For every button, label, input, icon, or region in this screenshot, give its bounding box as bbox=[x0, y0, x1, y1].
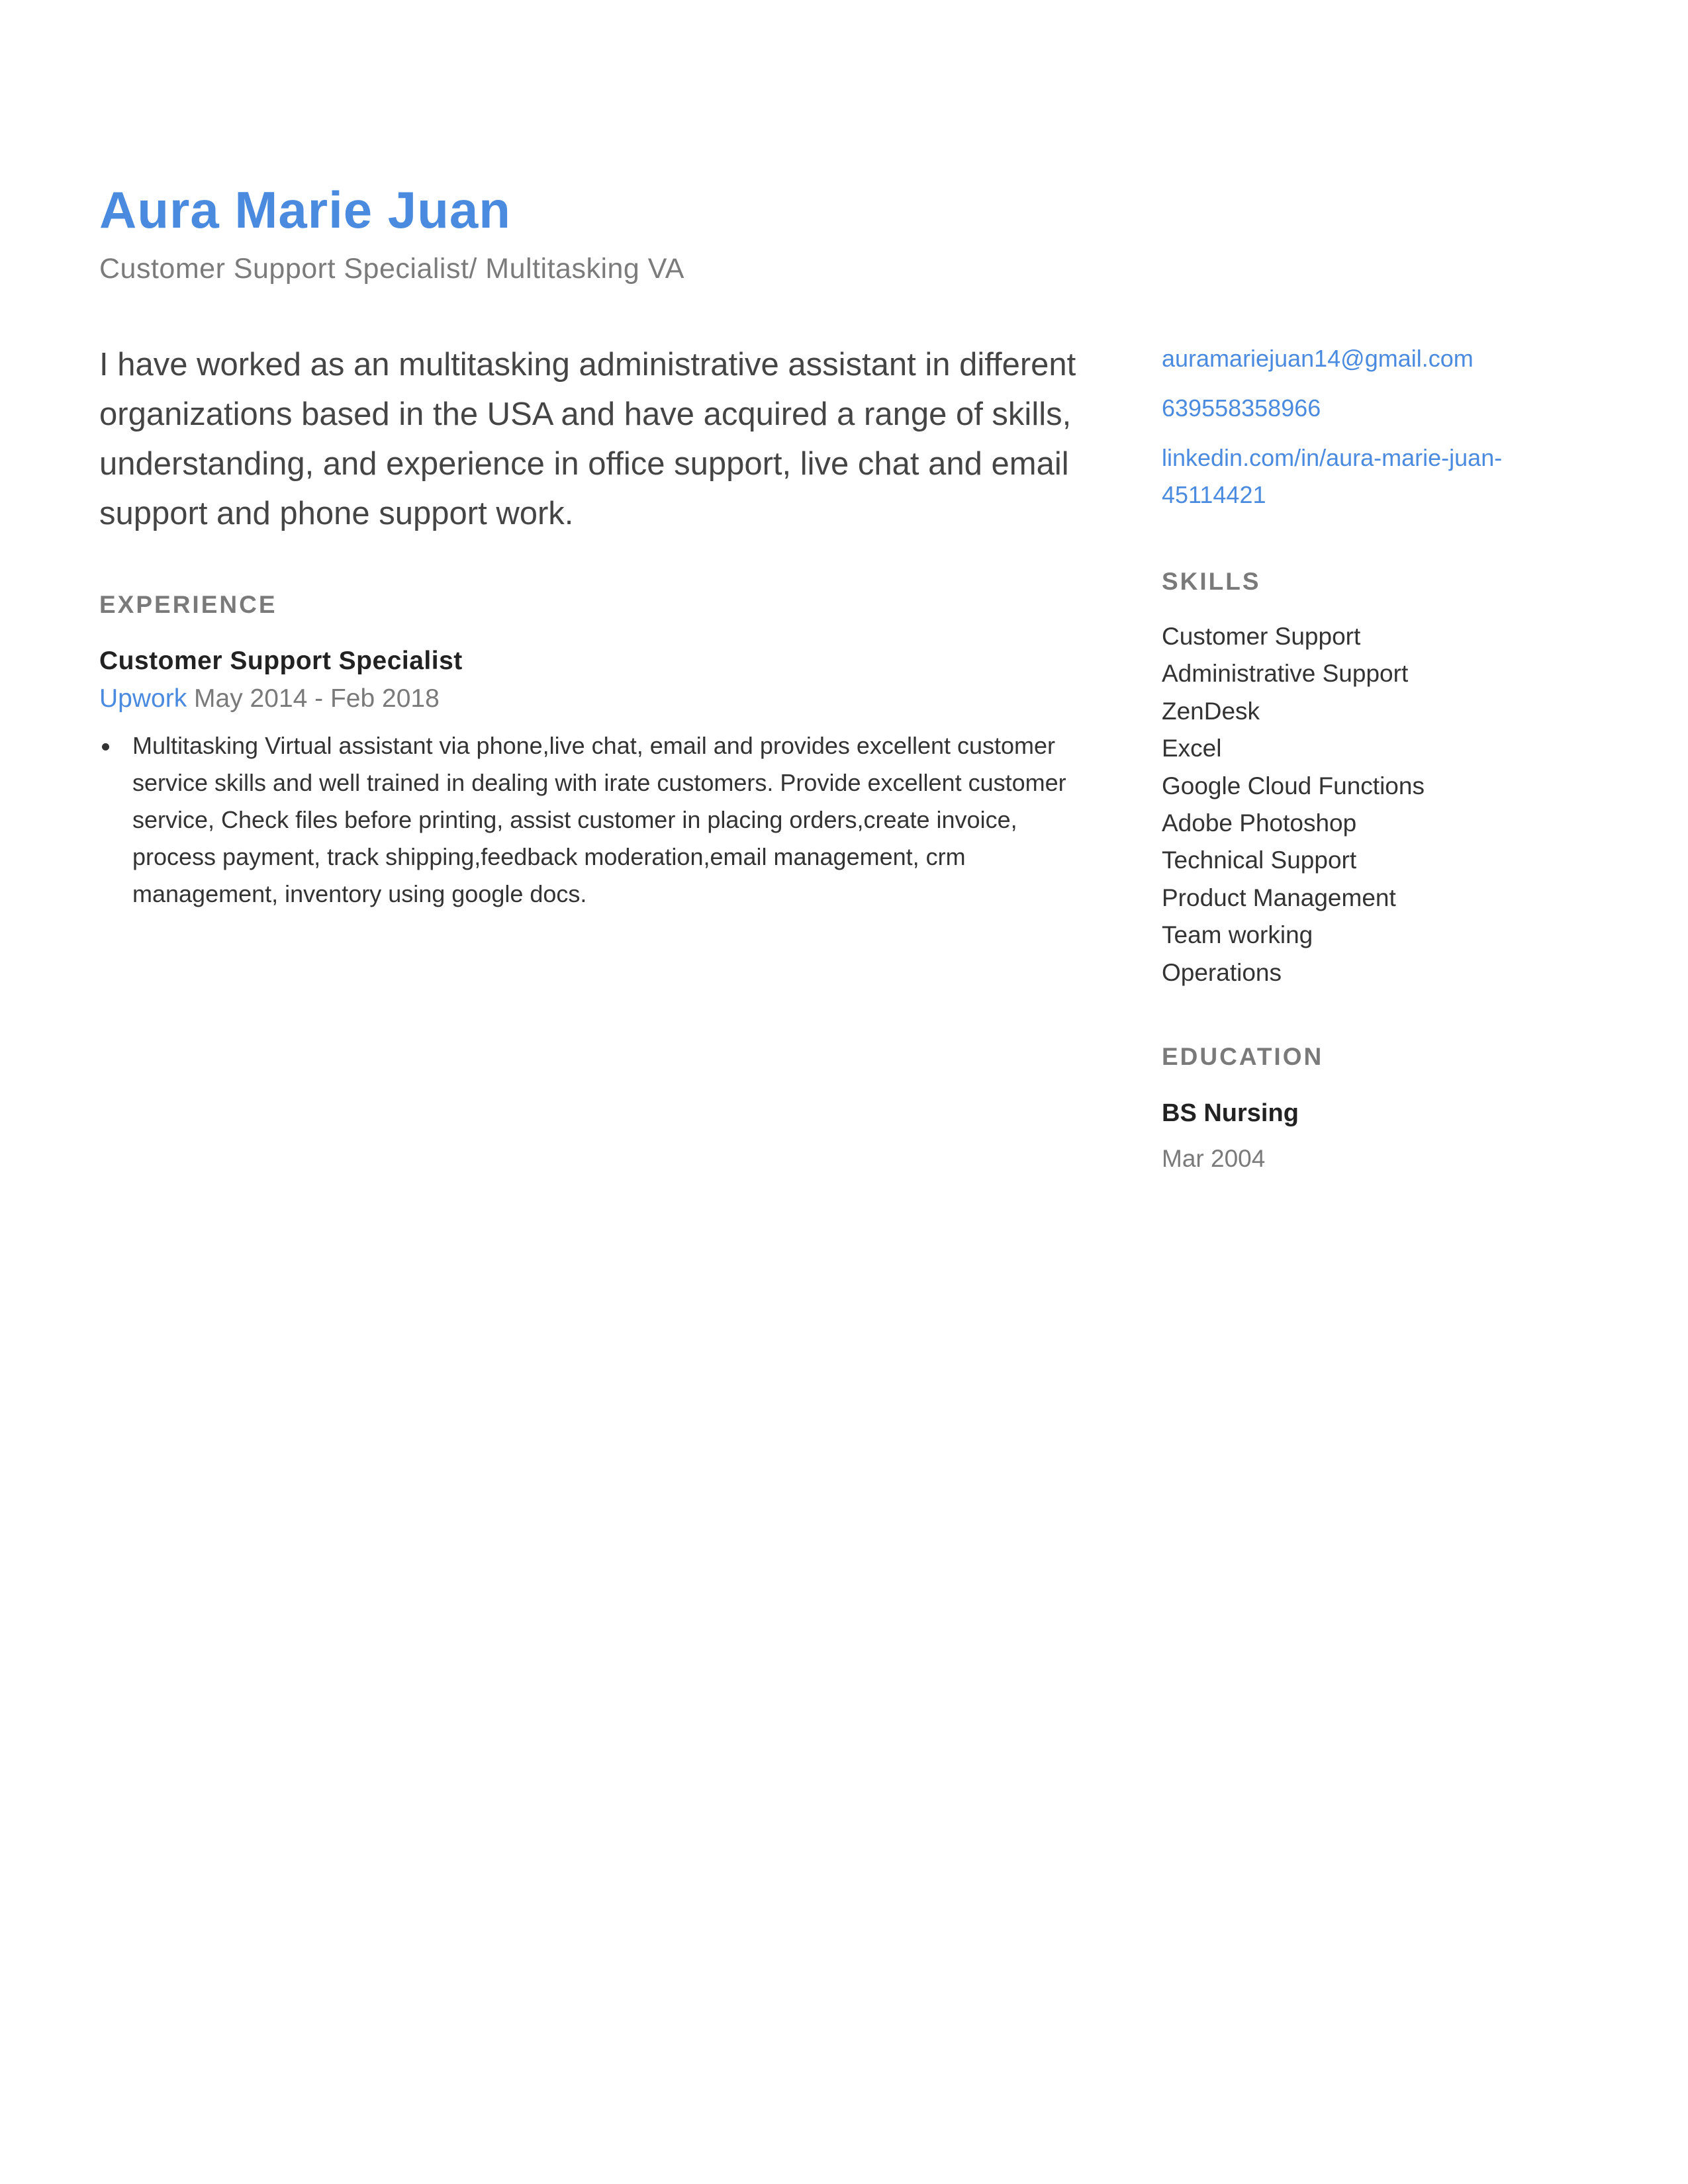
experience-bullets bbox=[99, 727, 1092, 913]
profile-summary: I have worked as an multitasking administrative assistant in different organizations based in the USA and have acquired a range of skills, understanding, and experience in office support, live chat and email support and phone support work. bbox=[99, 347, 1076, 531]
skill-item: ZenDesk bbox=[1162, 697, 1260, 725]
skill-item: Excel bbox=[1162, 735, 1222, 762]
main-column bbox=[99, 340, 1092, 907]
skill-item: Administrative Support bbox=[1162, 660, 1409, 688]
skill-item: Customer Support bbox=[1162, 623, 1361, 650]
candidate-title: Customer Support Specialist/ Multitasking VA bbox=[99, 253, 684, 285]
experience-bullet: Multitasking Virtual assistant via phone,live chat, email and provides excellent customer service skills and well trained in dealing with irate customers. Provide excellent customer service, Check files before printing, assist customer in placing orders,create invoice, process payment, track shipping,feedback moderation,email management, crm management, inventory using google docs. bbox=[99, 727, 1092, 913]
skill-item: Operations bbox=[1162, 958, 1282, 986]
education-degree: BS Nursing bbox=[1162, 1099, 1299, 1127]
skill-item: Adobe Photoshop bbox=[1162, 809, 1357, 837]
education-heading: EDUCATION bbox=[1162, 1043, 1324, 1070]
skill-item: Team working bbox=[1162, 921, 1313, 949]
experience-role: Customer Support Specialist bbox=[99, 647, 463, 675]
phone-link[interactable]: 639558358966 bbox=[1162, 394, 1321, 422]
experience-dates: May 2014 - Feb 2018 bbox=[194, 684, 440, 713]
skills-heading: SKILLS bbox=[1162, 568, 1261, 595]
email-link[interactable]: auramariejuan14@gmail.com bbox=[1162, 345, 1474, 372]
experience-meta bbox=[99, 680, 440, 717]
education-date: Mar 2004 bbox=[1162, 1145, 1266, 1172]
experience-heading: EXPERIENCE bbox=[99, 591, 277, 618]
candidate-name: Aura Marie Juan bbox=[99, 181, 511, 239]
skill-item: Product Management bbox=[1162, 884, 1396, 911]
skill-item: Google Cloud Functions bbox=[1162, 772, 1425, 799]
skill-item: Technical Support bbox=[1162, 846, 1357, 874]
sidebar-column bbox=[1162, 340, 1585, 1172]
skills-list bbox=[1162, 618, 1425, 991]
linkedin-link[interactable]: linkedin.com/in/aura-marie-juan-45114421 bbox=[1162, 444, 1503, 508]
experience-company: Upwork bbox=[99, 684, 187, 713]
